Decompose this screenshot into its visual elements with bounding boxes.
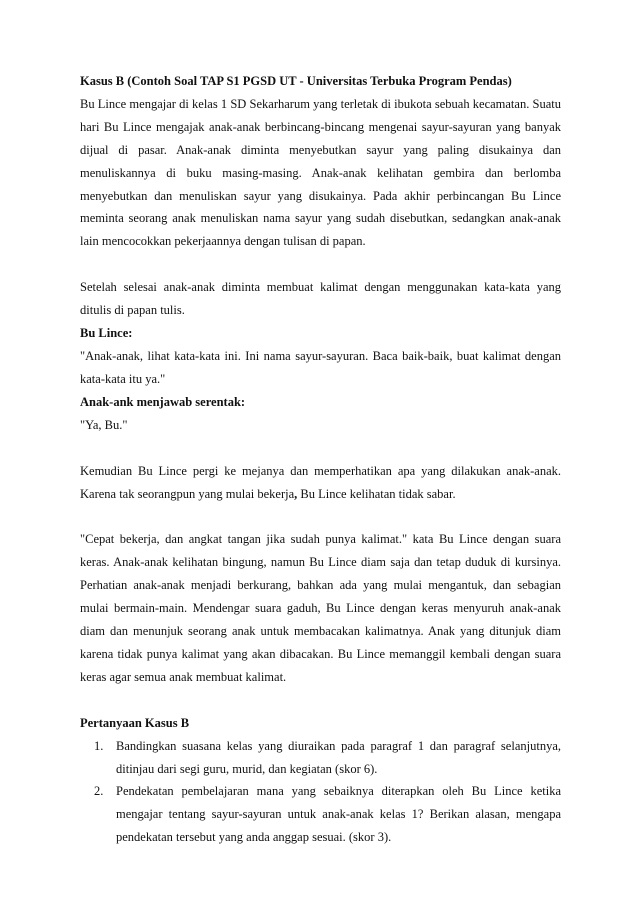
paragraph-4: "Cepat bekerja, dan angkat tangan jika sudah punya kalimat." kata Bu Lince dengan suara keras. Anak-anak kelihatan bingung, namun Bu Lince diam saja dan tetap duduk di kursinya. Perhatian anak-anak menjadi berkurang, bahkan ada yang mulai mengantuk, dan sebagian mulai bermain-main. Mendengar suara gaduh, Bu Lince dengan keras menyuruh anak-anak diam dan menunjuk seorang anak untuk membacakan kalimatnya. Anak yang ditunjuk diam karena tidak punya kalimat yang akan dibacakan. Bu Lince memanggil kembali dengan suara keras agar semua anak membuat kalimat. <box>80 532 561 684</box>
paragraph-3 <box>80 460 561 506</box>
questions-list <box>80 735 561 850</box>
list-item <box>80 780 561 849</box>
questions-heading: Pertanyaan Kasus B <box>80 715 190 730</box>
question-number: 2. <box>94 784 104 799</box>
question-text: Bandingkan suasana kelas yang diuraikan pada paragraf 1 dan paragraf selanjutnya, ditinjau dari segi guru, murid, dan kegiatan (skor 6). <box>116 738 561 776</box>
speaker-label-teacher: Bu Lince: <box>80 326 133 341</box>
paragraph-gap <box>80 253 561 276</box>
paragraph-3-part-2: Bu Lince kelihatan tidak sabar. <box>297 486 456 501</box>
question-text: Pendekatan pembelajaran mana yang sebaiknya diterapkan oleh Bu Lince ketika mengajar tentang sayur-sayuran untuk anak-anak kelas 1? Berikan alasan, mengapa pendekatan tersebut yang anda anggap sesuai. (skor 3). <box>116 784 561 845</box>
question-number: 1. <box>94 738 104 753</box>
paragraph-2: Setelah selesai anak-anak diminta membuat kalimat dengan menggunakan kata-kata yang ditulis di papan tulis. <box>80 280 561 318</box>
speaker-label-children: Anak-ank menjawab serentak: <box>80 394 246 409</box>
paragraph-gap <box>80 437 561 460</box>
case-title: Kasus B (Contoh Soal TAP S1 PGSD UT - Universitas Terbuka Program Pendas) <box>80 74 512 88</box>
list-item <box>80 735 561 781</box>
paragraph-3-comma: , <box>294 486 298 501</box>
document-page <box>80 70 561 849</box>
paragraph-3-part-1: Kemudian Bu Lince pergi ke mejanya dan memperhatikan apa yang dilakukan anak-anak. Karena tak seorangpun yang mulai bekerja <box>80 463 561 501</box>
paragraph-gap <box>80 689 561 712</box>
children-quote: "Ya, Bu." <box>80 417 128 432</box>
paragraph-gap <box>80 505 561 528</box>
teacher-quote: "Anak-anak, lihat kata-kata ini. Ini nama sayur-sayuran. Baca baik-baik, buat kalimat dengan kata-kata itu ya." <box>80 348 561 386</box>
paragraph-1: Bu Lince mengajar di kelas 1 SD Sekarharum yang terletak di ibukota sebuah kecamatan. Suatu hari Bu Lince mengajak anak-anak berbincang-bincang mengenai sayur-sayuran yang banyak dijual di pasar. Anak-anak diminta menyebutkan sayur yang paling disukainya dan menuliskannya di buku masing-masing. Anak-anak kelihatan gembira dan berlomba menyebutkan dan menuliskan sayur yang disukainya. Pada akhir perbincangan Bu Lince meminta seorang anak menuliskan nama sayur yang sudah disebutkan, sedangkan anak-anak lain mencocokkan pekerjaannya dengan tulisan di papan. <box>80 96 561 249</box>
